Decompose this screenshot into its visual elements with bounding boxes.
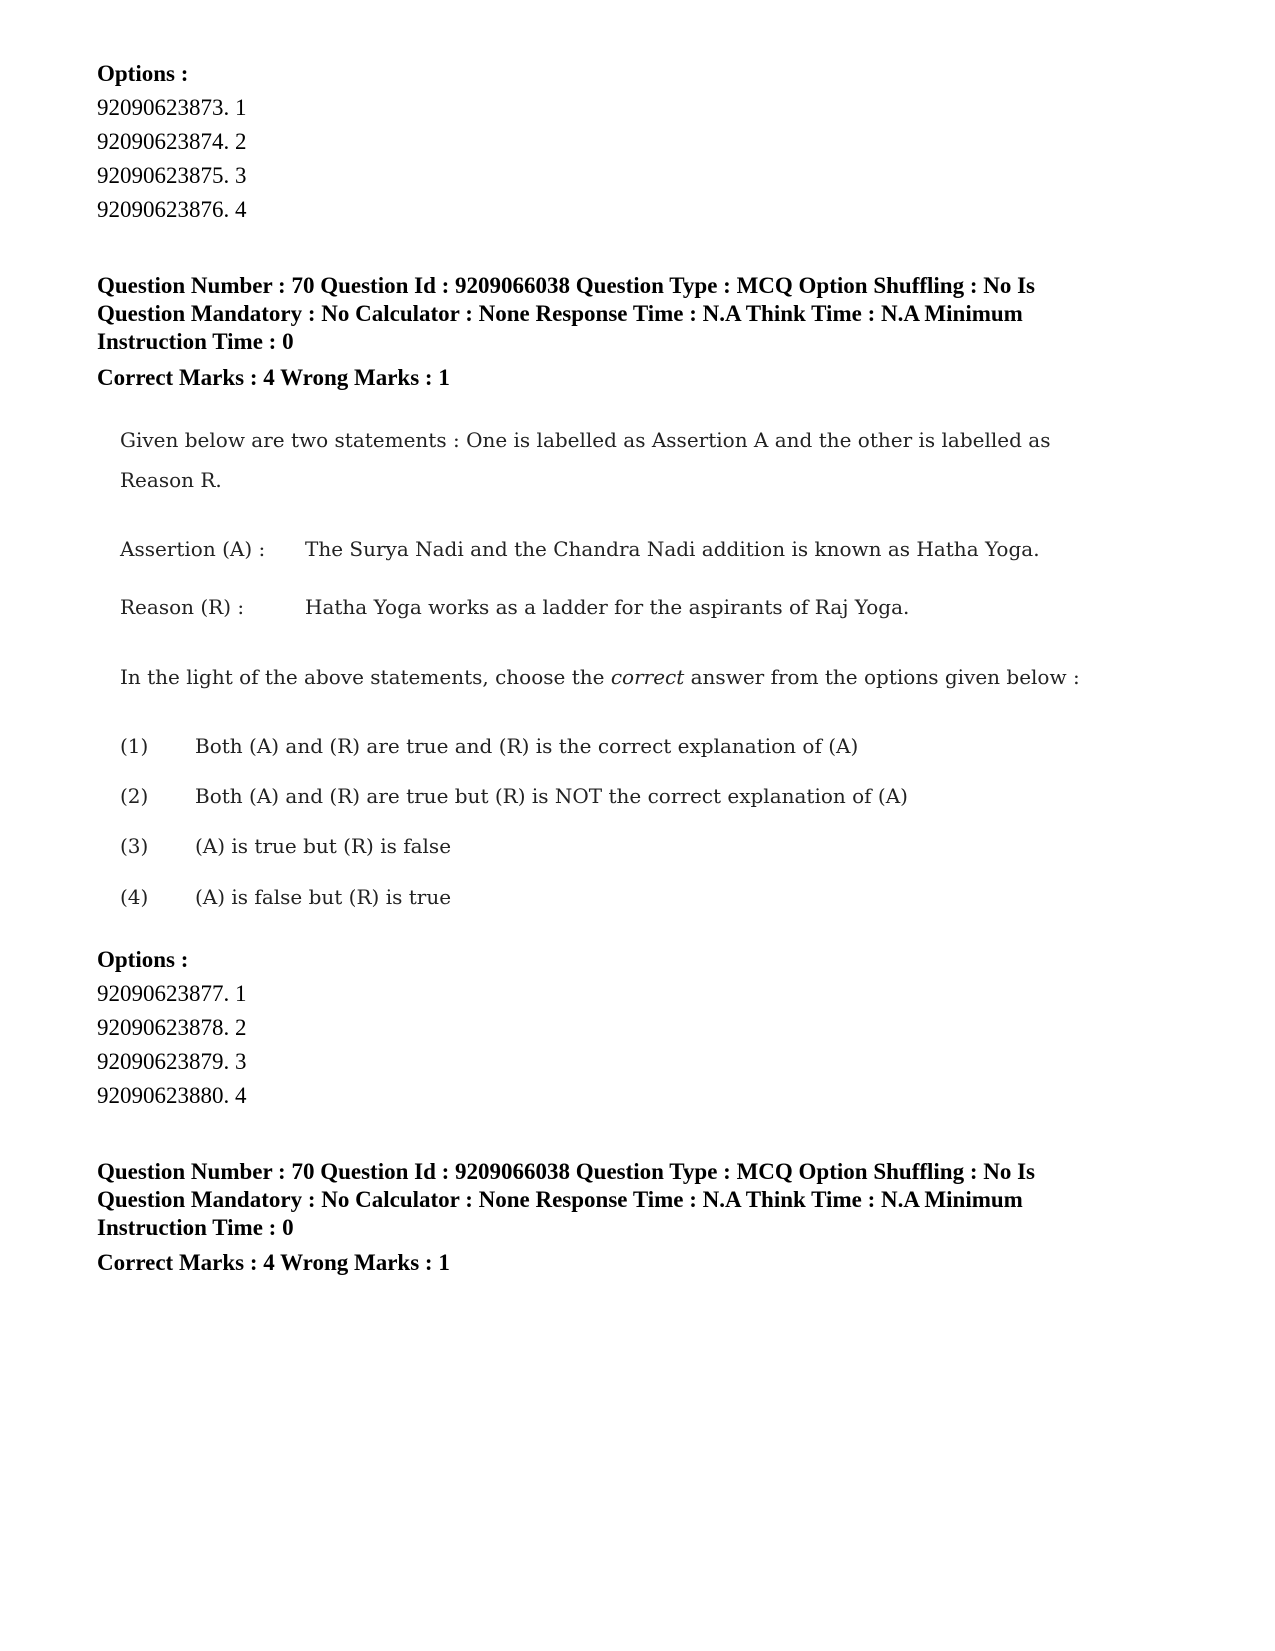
question-meta [97, 1158, 1197, 1242]
instruction-text: answer from the options given below : [690, 665, 1080, 689]
choice-number: (4) [120, 885, 149, 909]
question-meta-line: Question Mandatory : No Calculator : None Response Time : N.A Think Time : N.A Minimum [97, 301, 1023, 326]
choice-number: (3) [120, 834, 149, 858]
assertion-label: Assertion (A) : [120, 537, 266, 561]
options-label: Options : [97, 947, 189, 972]
option-item: 92090623877. 1 [97, 981, 247, 1006]
question-meta [97, 272, 1197, 356]
question-marks: Correct Marks : 4 Wrong Marks : 1 [97, 1250, 450, 1275]
question-instruction [120, 665, 1080, 689]
choice-number: (2) [120, 784, 149, 808]
options-label: Options : [97, 61, 189, 86]
choice-text: (A) is false but (R) is true [195, 885, 452, 909]
choice-text: Both (A) and (R) are true but (R) is NOT the correct explanation of (A) [195, 784, 908, 808]
option-list [97, 977, 247, 1113]
reason-text: Hatha Yoga works as a ladder for the aspirants of Raj Yoga. [305, 595, 910, 619]
option-item: 92090623880. 4 [97, 1083, 247, 1108]
option-item: 92090623876. 4 [97, 197, 247, 222]
option-item: 92090623873. 1 [97, 95, 247, 120]
question-meta-line: Question Number : 70 Question Id : 9209066038 Question Type : MCQ Option Shuffling : No Is [97, 1159, 1036, 1184]
option-item: 92090623878. 2 [97, 1015, 247, 1040]
option-item: 92090623879. 3 [97, 1049, 247, 1074]
reason-label: Reason (R) : [120, 595, 245, 619]
question-meta-line: Question Mandatory : No Calculator : None Response Time : N.A Think Time : N.A Minimum [97, 1187, 1023, 1212]
question-meta-line: Instruction Time : 0 [97, 1215, 294, 1240]
question-intro-line: Reason R. [120, 468, 222, 492]
instruction-text: In the light of the above statements, choose the [120, 665, 605, 689]
question-marks: Correct Marks : 4 Wrong Marks : 1 [97, 365, 450, 390]
choice-text: (A) is true but (R) is false [195, 834, 452, 858]
choice-text: Both (A) and (R) are true and (R) is the correct explanation of (A) [195, 734, 859, 758]
option-item: 92090623874. 2 [97, 129, 247, 154]
assertion-text: The Surya Nadi and the Chandra Nadi addition is known as Hatha Yoga. [305, 537, 1040, 561]
question-intro-line: Given below are two statements : One is labelled as Assertion A and the other is labelled as [120, 428, 1051, 452]
option-list [97, 91, 247, 227]
question-meta-line: Instruction Time : 0 [97, 329, 294, 354]
option-item: 92090623875. 3 [97, 163, 247, 188]
choice-number: (1) [120, 734, 149, 758]
question-meta-line: Question Number : 70 Question Id : 9209066038 Question Type : MCQ Option Shuffling : No Is [97, 273, 1036, 298]
instruction-emphasis: correct [610, 665, 685, 689]
